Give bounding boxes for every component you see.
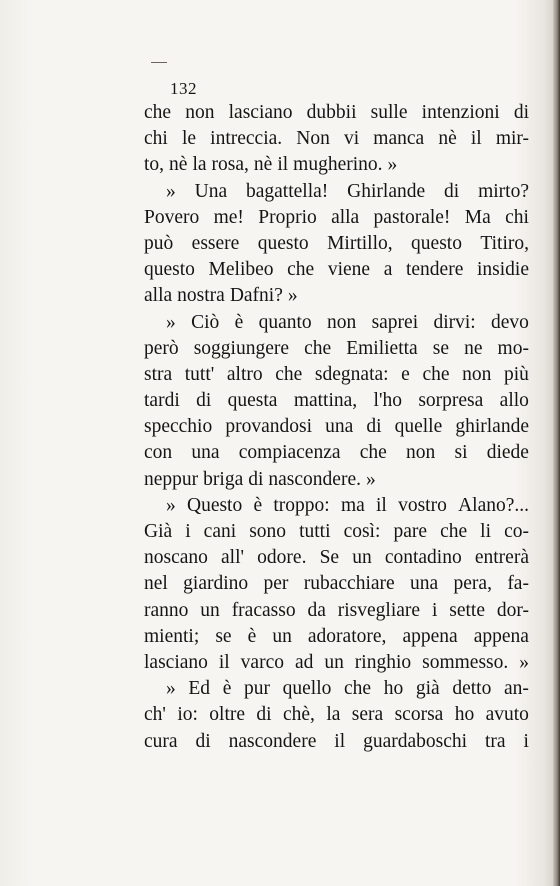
- text-line: noscano all' odore. Se un contadino entrerà: [144, 547, 529, 569]
- text-line: specchio provandosi una di quelle ghirlande: [144, 416, 529, 438]
- text-line: tardi di questa mattina, l'ho sorpresa allo: [144, 390, 529, 412]
- text-line: lasciano il varco ad un ringhio sommesso. »: [144, 651, 529, 673]
- text-line: stra tutt' altro che sdegnata: e che non più: [144, 363, 529, 385]
- text-line: » Una bagattella! Ghirlande di mirto?: [166, 180, 529, 202]
- print-mark: [151, 62, 167, 63]
- text-line: cura di nascondere il guardaboschi tra i: [144, 730, 529, 752]
- text-line: neppur briga di nascondere. »: [144, 468, 376, 490]
- text-line: » Ed è pur quello che ho già detto an-: [166, 678, 529, 700]
- text-line: ranno un fracasso da risvegliare i sette dor-: [144, 599, 529, 621]
- text-line: ch' io: oltre di chè, la sera scorsa ho avuto: [144, 704, 529, 726]
- page-edge-shadow: [553, 0, 560, 886]
- text-line: » Questo è troppo: ma il vostro Alano?...: [166, 494, 529, 516]
- text-line: Povero me! Proprio alla pastorale! Ma chi: [144, 206, 529, 228]
- text-line: chi le intreccia. Non vi manca nè il mir-: [144, 128, 529, 150]
- text-line: questo Melibeo che viene a tendere insidie: [144, 259, 529, 281]
- page-number: 132: [170, 79, 197, 98]
- text-line: che non lasciano dubbii sulle intenzioni di: [144, 102, 529, 123]
- text-line: però soggiungere che Emilietta se ne mo-: [144, 337, 529, 359]
- text-line: alla nostra Dafni? »: [144, 285, 298, 307]
- text-line: Già i cani sono tutti così: pare che li co-: [144, 521, 529, 542]
- body-text: [144, 100, 529, 755]
- text-line: può essere questo Mirtillo, questo Titiro,: [144, 232, 529, 254]
- text-line: con una compiacenza che non si diede: [144, 442, 529, 464]
- text-line: nel giardino per rubacchiare una pera, fa-: [144, 573, 529, 595]
- text-line: mienti; se è un adoratore, appena appena: [144, 625, 529, 647]
- text-line: to, nè la rosa, nè il mugherino. »: [144, 154, 398, 176]
- text-line: » Ciò è quanto non saprei dirvi: devo: [166, 311, 529, 333]
